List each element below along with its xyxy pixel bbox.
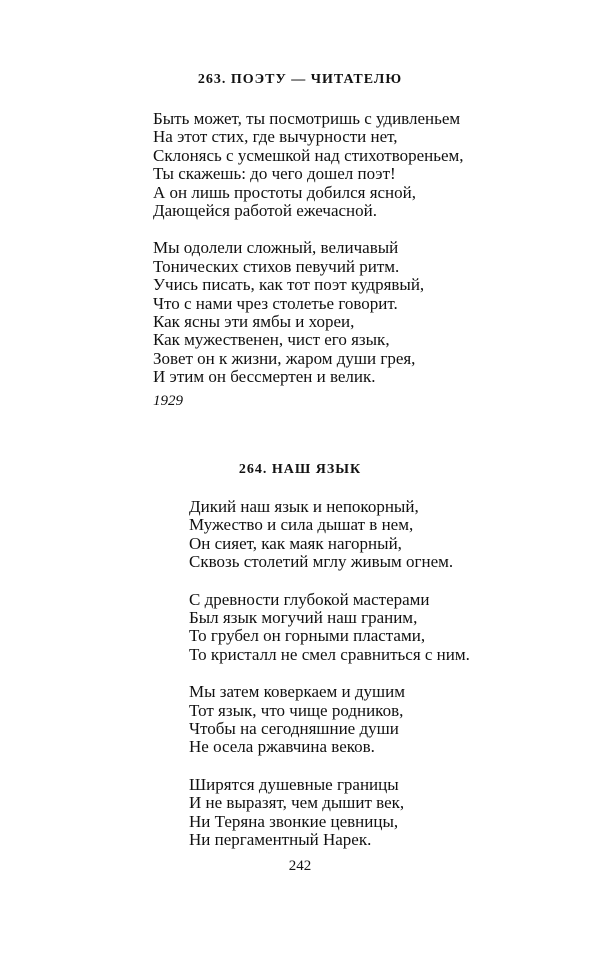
poem-line: Он сияет, как маяк нагорный,: [189, 533, 402, 553]
poem-line: То кристалл не смел сравниться с ним.: [189, 644, 470, 664]
poem-line: Ширятся душевные границы: [189, 774, 399, 794]
poem-line: Что с нами чрез столетье говорит.: [153, 293, 398, 313]
poem-line: А он лишь простоты добился ясной,: [153, 182, 417, 202]
poem-title: 263. ПОЭТУ — ЧИТАТЕЛЮ: [197, 72, 403, 87]
poem-line: И этим он бессмертен и велик.: [153, 367, 376, 387]
stanza: [189, 683, 470, 757]
poem-line: Как ясны эти ямбы и хореи,: [153, 312, 355, 332]
page-number: 242: [288, 858, 312, 874]
poem-line: Ни пергаментный Нарек.: [189, 830, 372, 850]
poem-line: Тот язык, что чище родников,: [189, 700, 404, 720]
poem-line: Дающейся работой ежечасной.: [153, 201, 377, 221]
poem-line: На этот стих, где вычурности нет,: [153, 127, 398, 147]
poem-body: [189, 498, 470, 850]
poem-line: Ты скажешь: до чего дошел поэт!: [153, 164, 396, 184]
poem-line: Как мужественен, чист его язык,: [153, 330, 390, 350]
stanza: [153, 239, 464, 386]
stanza: [189, 498, 470, 572]
poem-line: То грубел он горными пластами,: [189, 626, 426, 646]
poem-body: [153, 110, 464, 387]
poem-line: Ни Теряна звонкие цевницы,: [189, 811, 399, 831]
poem-line: Зовет он к жизни, жаром души грея,: [153, 348, 416, 368]
poem-line: Учись писать, как тот поэт кудрявый,: [153, 275, 425, 295]
stanza: [189, 776, 470, 850]
poem-line: Мы одолели сложный, величавый: [153, 238, 399, 258]
poem-line: С древности глубокой мастерами: [189, 589, 430, 609]
stanza: [153, 110, 464, 220]
poem-line: Не осела ржавчина веков.: [189, 737, 375, 757]
poem-line: Склонясь с усмешкой над стихотвореньем,: [153, 145, 464, 165]
poem-line: И не выразят, чем дышит век,: [189, 793, 405, 813]
poem-line: Был язык могучий наш граним,: [189, 608, 418, 628]
poem-line: Тонических стихов певучий ритм.: [153, 256, 400, 276]
poem-line: Дикий наш язык и непокорный,: [189, 497, 419, 516]
poem-line: Быть может, ты посмотришь с удивленьем: [153, 109, 461, 128]
poem-line: Чтобы на сегодняшние души: [189, 719, 399, 739]
poem-year: 1929: [153, 393, 183, 409]
poem-line: Мужество и сила дышат в нем,: [189, 515, 414, 535]
poem-line: Мы затем коверкаем и душим: [189, 682, 406, 702]
stanza: [189, 591, 470, 665]
poem-title: 264. НАШ ЯЗЫК: [238, 462, 362, 477]
poem-line: Сквозь столетий мглу живым огнем.: [189, 552, 454, 572]
